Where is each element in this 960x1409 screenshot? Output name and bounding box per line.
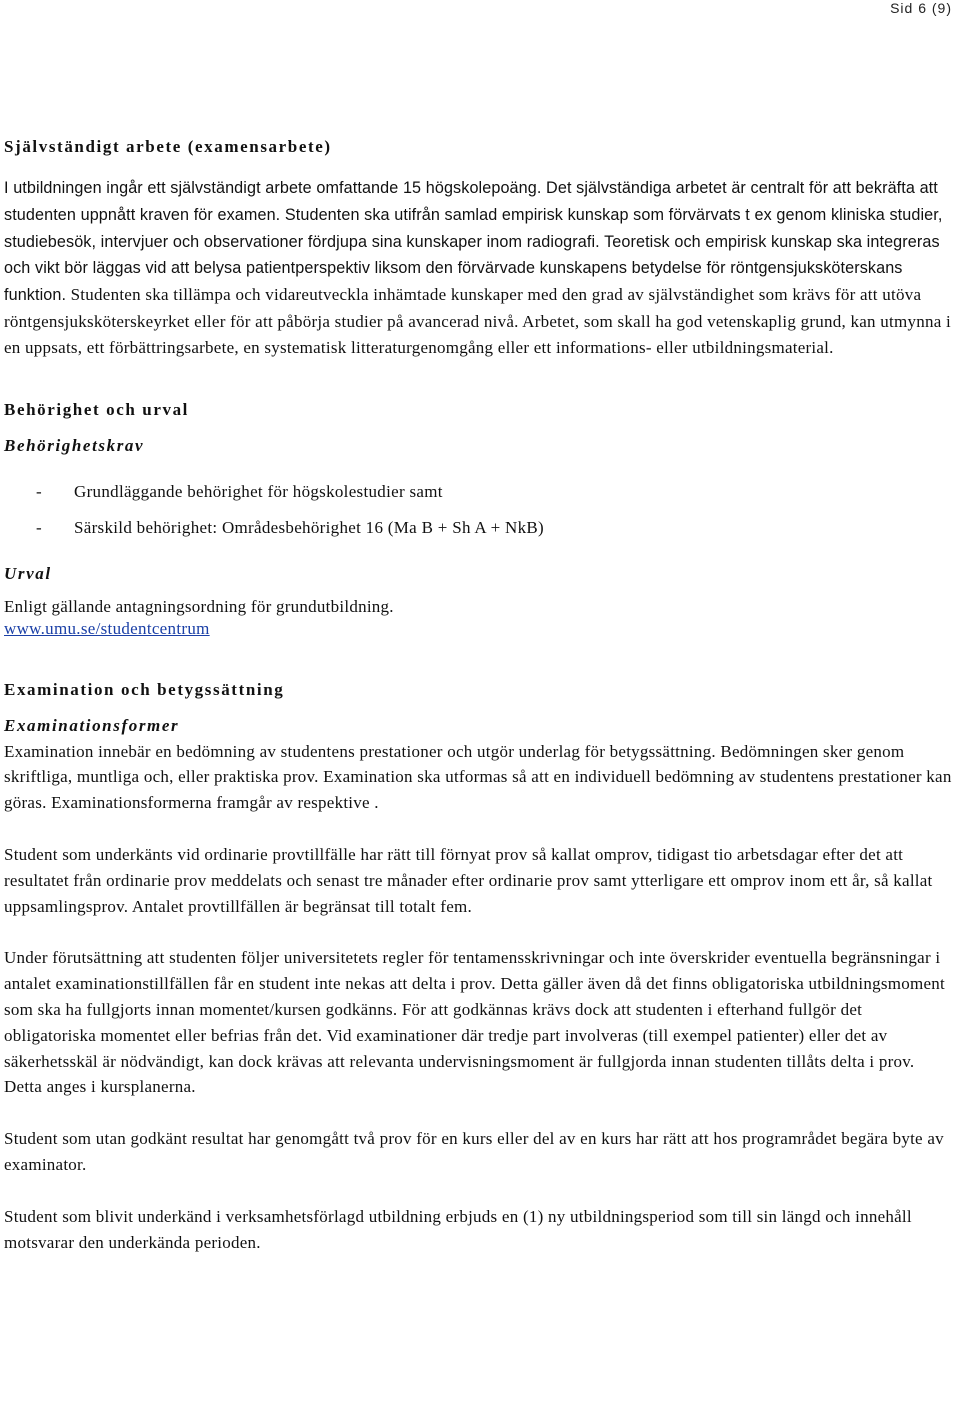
examination-paragraph: Student som underkänts vid ordinarie provtillfälle har rätt till förnyat prov så kallat omprov, tidigast tio arbetsdagar efter det att resultatet från ordinarie prov meddelats och senast tre månader efter ordinarie prov samt ytterligare ett omprov inom ett år, så kallat uppsamlingsprov. Antalet provtillfällen är begränsat till totalt fem.: [4, 844, 933, 916]
page-number: Sid 6 (9): [890, 0, 952, 16]
requirement-text: Särskild behörighet: Områdesbehörighet 16 (Ma B + Sh A + NkB): [74, 517, 544, 537]
independent-work-text-sans: I utbildningen ingår ett självständigt arbete omfattande 15 högskolepoäng. Det självständiga arbetet är centralt för att bekräfta att studenten uppnått kraven för examen. Studenten ska utifrån samlad empirisk kunskap som förvärvats t ex genom kliniska studier, studiebesök, intervjuer och observationer fördjupa sina kunskaper inom radiografi. Teoretisk och empirisk kunskap ska integreras och vikt bör läggas vid att belysa patientperspektiv liksom den förvärvade kunskapens betydelse för röntgensjuksköterskans funktion.: [4, 179, 943, 305]
list-dash: -: [36, 481, 42, 501]
heading-independent-work: Självständigt arbete (examensarbete): [4, 137, 332, 156]
requirement-item: [4, 515, 956, 541]
requirement-item: [4, 479, 956, 505]
document-body: [4, 134, 956, 1255]
heading-requirements: Behörighetskrav: [4, 435, 145, 455]
selection-text: Enligt gällande antagningsordning för grundutbildning.: [4, 596, 394, 616]
heading-selection: Urval: [4, 563, 52, 583]
independent-work-paragraph: [4, 175, 956, 361]
requirement-text: Grundläggande behörighet för högskolestudier samt: [74, 481, 443, 501]
examination-paragraph: Examination innebär en bedömning av studentens prestationer och utgör underlag för betygssättning. Bedömningen sker genom skriftliga, muntliga och, eller praktiska prov. Examination ska utformas så att en individuell bedömning av studentens prestationer kan göras. Examinationsformerna framgår av respektive .: [4, 741, 952, 813]
heading-examination: Examination och betygssättning: [4, 679, 285, 699]
studentcentrum-link[interactable]: www.umu.se/studentcentrum: [4, 618, 210, 638]
examination-paragraph: Under förutsättning att studenten följer universitetets regler för tentamensskrivningar och inte överskrider eventuella begränsningar i antalet examinationstillfällen får en student inte nekas att delta i prov. Detta gäller även då det finns obligatoriska utbildningsmoment som ska ha fullgjorts innan momentet/kursen godkänns. För att godkännas krävs dock att studenten i efterhand fullgör det obligatoriska momentet eller befrias från det. Vid examinationer där tredje part involveras (till exempel patienter) eller det av säkerhetsskäl är nödvändigt, kan dock krävas att relevanta undervisningsmoment är fullgjorda innan studenten tillåts delta i prov. Detta anges i kursplanerna.: [4, 948, 945, 1097]
examination-paragraph: Student som utan godkänt resultat har genomgått två prov för en kurs eller del av en kurs har rätt att hos programrådet begära byte av examinator.: [4, 1129, 944, 1174]
requirements-list: [4, 479, 956, 541]
heading-eligibility: Behörighet och urval: [4, 399, 189, 419]
list-dash: -: [36, 517, 42, 537]
independent-work-text-serif: Studenten ska tillämpa och vidareutveckla inhämtade kunskaper med den grad av självständighet som krävs för att utöva röntgensjuksköterskeyrket eller för att påbörja studier på avancerad nivå. Arbetet, som skall ha god vetenskaplig grund, kan utmynna i en uppsats, ett förbättringsarbete, en systematisk litteraturgenomgång eller ett informations- eller utbildningsmaterial.: [4, 285, 951, 357]
heading-examination-forms: Examinationsformer: [4, 715, 180, 735]
examination-paragraph: Student som blivit underkänd i verksamhetsförlagd utbildning erbjuds en (1) ny utbildningsperiod som till sin längd och innehåll motsvarar den underkända perioden.: [4, 1206, 912, 1252]
